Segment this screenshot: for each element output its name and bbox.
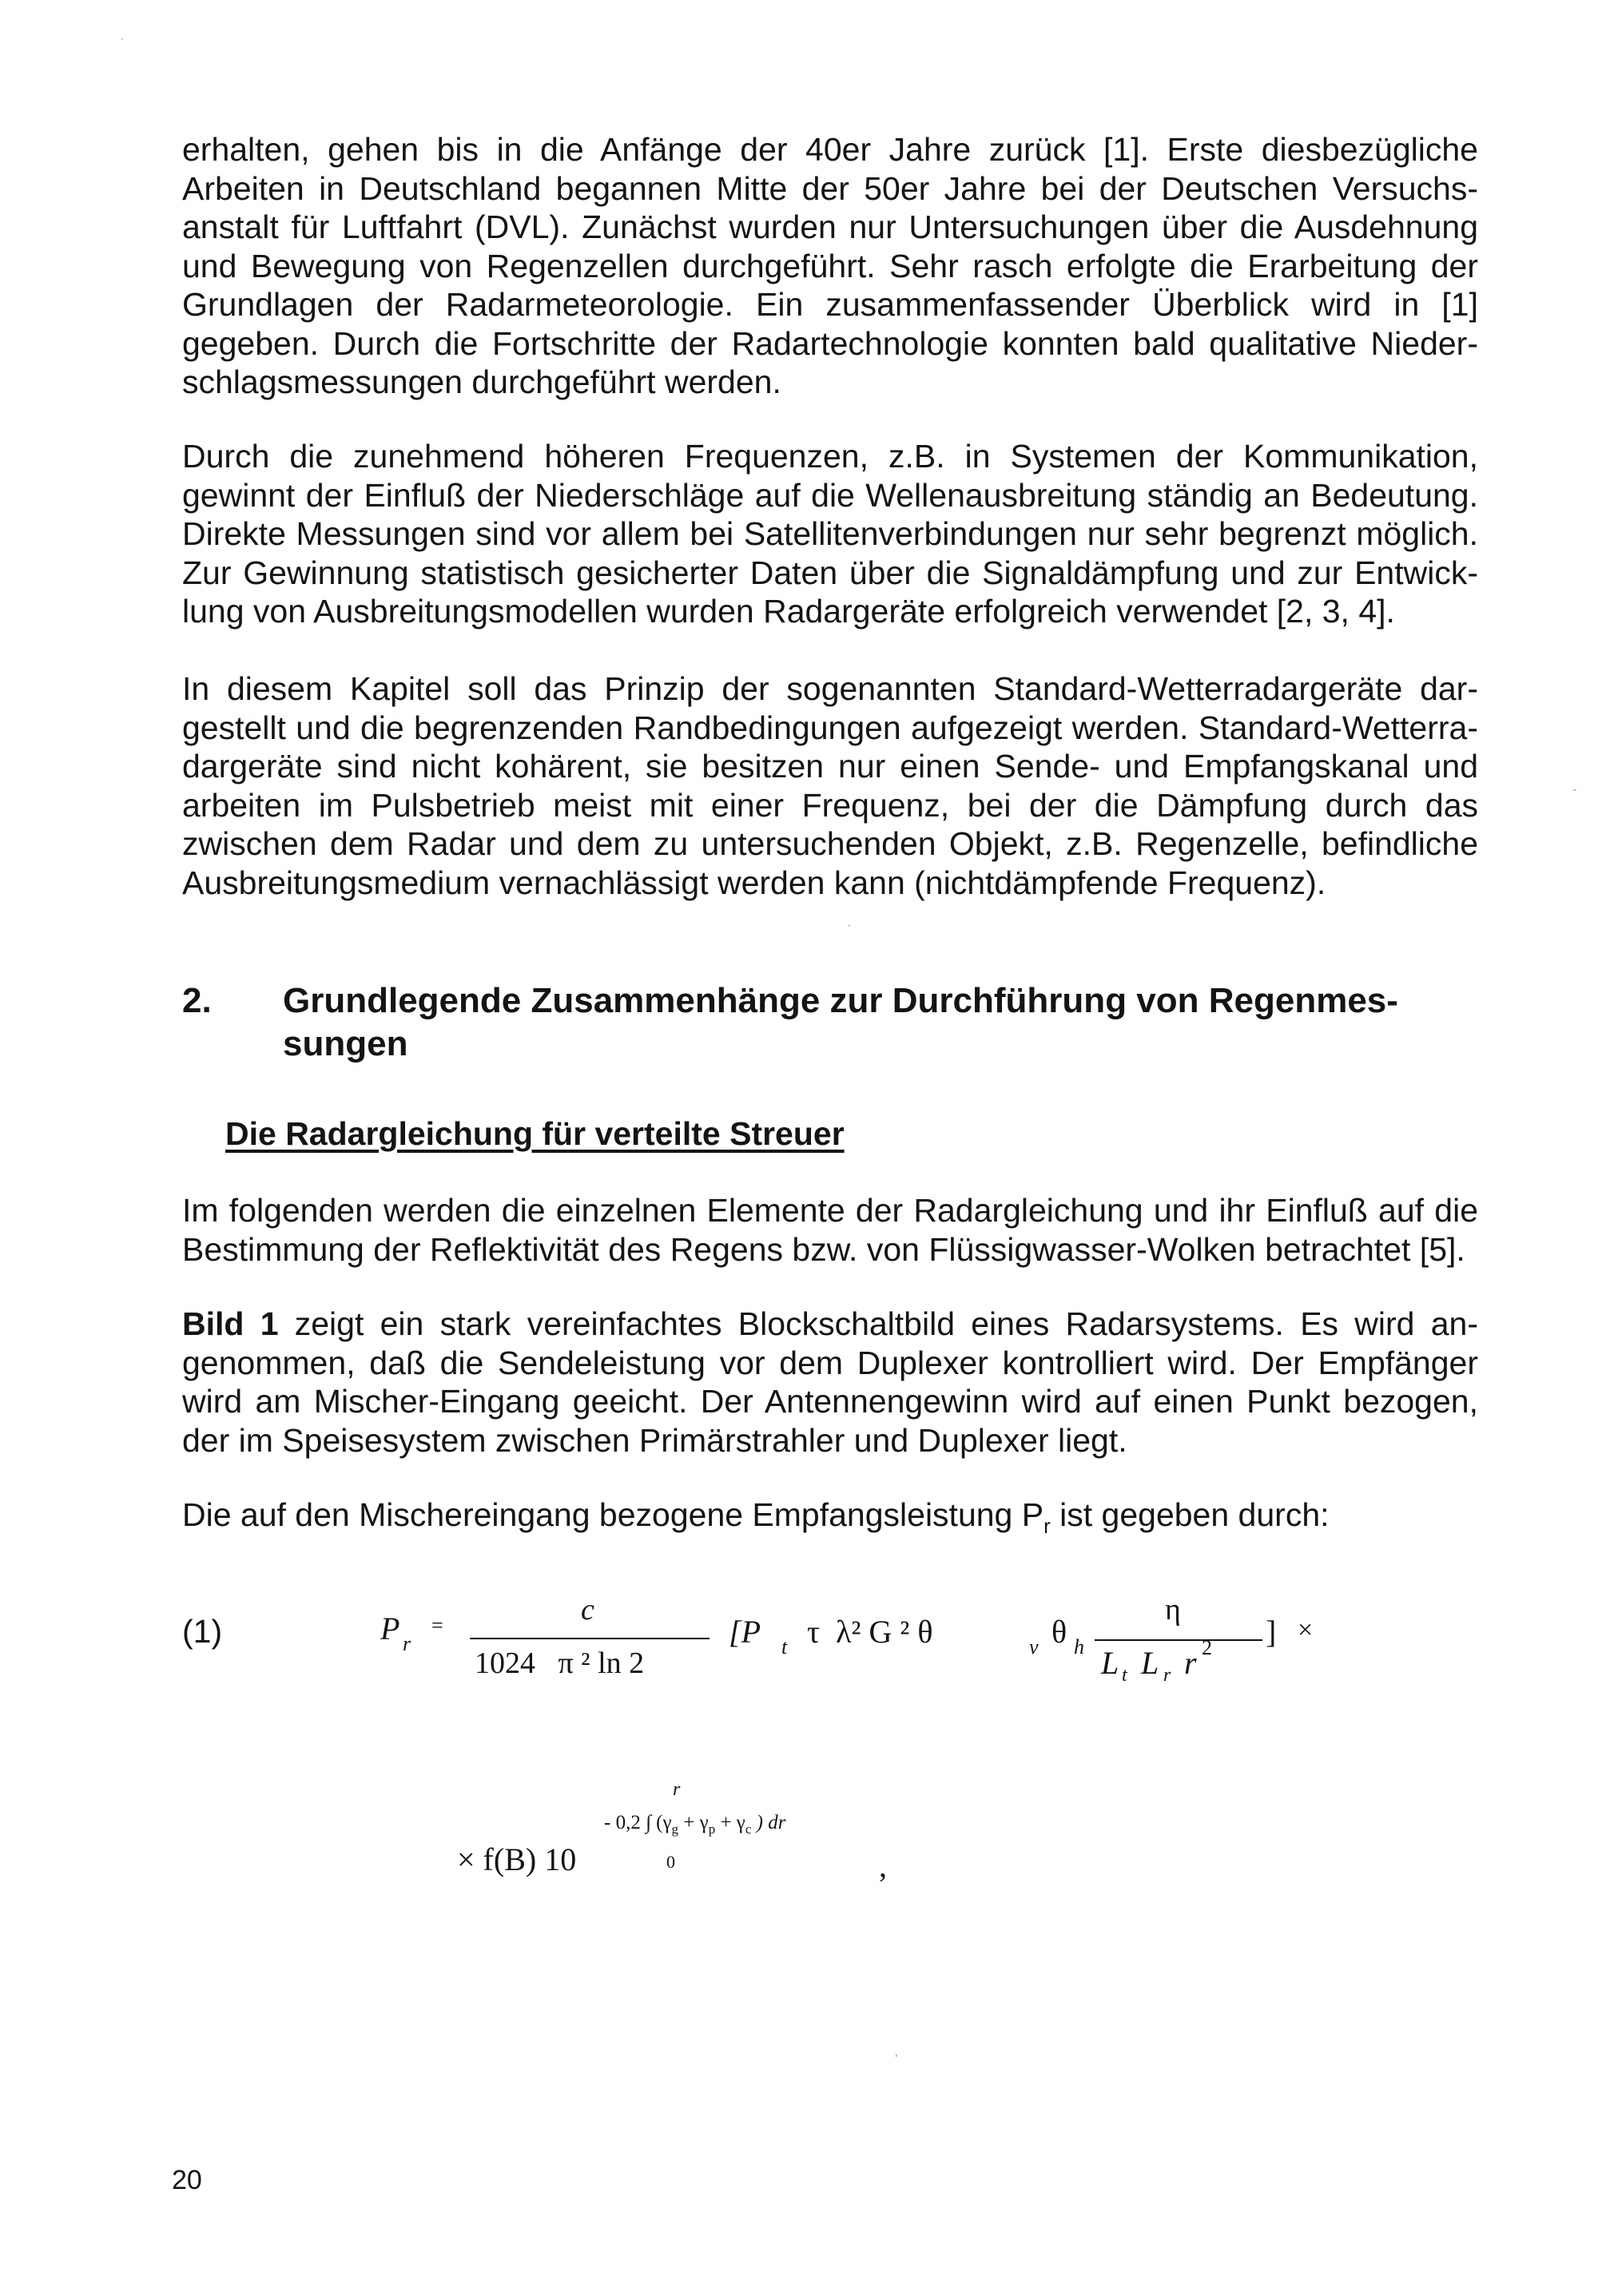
text-line — [182, 1305, 1478, 1344]
eq-frac2-bar — [1095, 1639, 1262, 1641]
text-line: Bestimmung der Reflektivität des Regens bzw. von Flüssigwasser-Wolken betrachtet [5]. — [182, 1230, 1465, 1268]
text-line: der im Speisesystem zwischen Primärstrahler und Duplexer liegt. — [182, 1421, 1127, 1459]
subheading-radar-equation: Die Radargleichung für verteilte Streuer — [225, 1115, 845, 1152]
text-line: wird am Mischer-Eingang geeicht. Der Antennengewinn wird auf einen Punkt bezogen, — [182, 1383, 1478, 1420]
eq-frac1-numerator: c — [581, 1593, 594, 1627]
eq-frac1-bar — [470, 1638, 710, 1639]
text-line: schlagsmessungen durchgeführt werden. — [182, 363, 781, 400]
section-title — [283, 979, 1465, 1066]
eq-exp-sub-g: g — [671, 1821, 679, 1837]
scan-speck: ‚ — [895, 2045, 898, 2059]
text-fragment: ist gegeben durch: — [1050, 1496, 1330, 1533]
section-number: 2. — [182, 981, 212, 1020]
eq-exp-fragment: ) dr — [756, 1812, 786, 1833]
scan-speck: ‐ — [1572, 783, 1577, 796]
text-line: Durch die zunehmend höheren Frequenzen, z.B. in Systemen der Kommunikation, — [182, 438, 1478, 475]
eq-exp-sub-c: c — [745, 1821, 752, 1837]
text-line: erhalten, gehen bis in die Anfänge der 40er Jahre zurück [1]. Erste diesbezügliche — [182, 131, 1478, 168]
paragraph-history — [182, 130, 1478, 402]
eq-lhs: P — [380, 1611, 400, 1647]
eq-theta-h: θ — [1051, 1614, 1067, 1650]
text-line: Im folgenden werden die einzelnen Elemente der Radargleichung und ihr Einfluß auf die — [182, 1192, 1478, 1229]
text-fragment: Die auf den Mischereingang bezogene Empfangsleistung P — [182, 1496, 1044, 1533]
text-line: gewinnt der Einfluß der Niederschläge auf die Wellenausbreitung ständig an Bedeutung. — [182, 476, 1478, 514]
paragraph-block-diagram — [182, 1305, 1478, 1460]
text-line: Arbeiten in Deutschland begannen Mitte der 50er Jahre bei der Deutschen Versuchs- — [182, 169, 1478, 207]
paragraph-chapter-intro — [182, 669, 1478, 902]
scan-speck: · — [847, 919, 852, 932]
paragraph-frequencies — [182, 437, 1478, 631]
eq-frac1-denominator: 1024 π ² ln 2 — [475, 1647, 645, 1680]
eq-bracket-close: ] — [1266, 1614, 1277, 1650]
text-line: lung von Ausbreitungsmodellen wurden Radargeräte erfolgreich verwendet [2, 3, 4]. — [182, 593, 1395, 630]
eq-line2-factor: × f(B) 10 — [457, 1841, 577, 1877]
eq-frac2-sub-r: r — [1163, 1665, 1171, 1686]
subscript: r — [1043, 1514, 1051, 1539]
eq-frac2-exponent: 2 — [1202, 1636, 1212, 1659]
text-line: gegeben. Durch die Fortschritte der Radartechnologie konnten bald qualitative Nieder- — [182, 324, 1478, 362]
eq-sub-h: h — [1074, 1635, 1084, 1658]
paragraph-elements — [182, 1191, 1478, 1269]
eq-comma: , — [879, 1848, 887, 1884]
text-line: dargeräte sind nicht kohärent, sie besitzen nur einen Sende- und Empfangskanal und — [182, 748, 1478, 785]
eq-exp-sub-p: p — [708, 1821, 716, 1837]
section-title-line: sungen — [283, 1024, 408, 1063]
text-line: arbeiten im Pulsbetrieb meist mit einer Frequenz, bei der die Dämpfung durch das — [182, 786, 1478, 824]
text-fragment: zeigt ein stark vereinfachtes Blockschaltbild eines Radarsystems. Es wird an- — [278, 1305, 1478, 1342]
text-line: zwischen dem Radar und dem zu untersuchenden Objekt, z.B. Regenzelle, befindliche — [182, 825, 1478, 862]
text-line: und Bewegung von Regenzellen durchgeführt. Sehr rasch erfolgte die Erarbeitung der — [182, 247, 1478, 284]
text-line: gestellt und die begrenzenden Randbedingungen aufgezeigt werden. Standard-Wetterra- — [182, 709, 1478, 746]
text-line: In diesem Kapitel soll das Prinzip der sogenannten Standard-Wetterradargeräte dar- — [182, 670, 1478, 707]
text-line: Ausbreitungsmedium vernachlässigt werden kann (nichtdämpfende Frequenz). — [182, 864, 1326, 901]
eq-exp-upper-limit: r — [673, 1779, 681, 1800]
eq-exp-fragment: + γ — [683, 1812, 709, 1833]
text-line: anstalt für Luftfahrt (DVL). Zunächst wurden nur Untersuchungen über die Ausdehnung — [182, 209, 1478, 245]
eq-frac2-numerator: η — [1165, 1593, 1181, 1627]
eq-frac2-L1: L — [1101, 1645, 1119, 1681]
eq-frac2-r: r — [1184, 1645, 1197, 1681]
text-line: Direkte Messungen sind vor allem bei Satellitenverbindungen nur sehr begrenzt möglich. — [182, 515, 1478, 552]
scan-speck: · — [120, 32, 125, 46]
figure-reference: Bild 1 — [182, 1305, 279, 1342]
section-title-line: Grundlegende Zusammenhänge zur Durchführung von Regenmes- — [283, 981, 1398, 1020]
eq-bracket-terms: τ λ² G ² θ — [807, 1614, 933, 1650]
eq-times: × — [1298, 1615, 1314, 1645]
text-line: genommen, daß die Sendeleistung vor dem Duplexer kontrolliert wird. Der Empfänger — [182, 1344, 1478, 1381]
text-line: Zur Gewinnung statistisch gesicherter Daten über die Signaldämpfung und zur Entwick- — [182, 554, 1478, 591]
eq-equals: = — [431, 1614, 443, 1637]
eq-lhs-sub: r — [403, 1632, 411, 1655]
paragraph-received-power — [182, 1496, 1478, 1546]
equation-label: (1) — [182, 1613, 223, 1650]
eq-frac2-L2: L — [1141, 1645, 1159, 1681]
text-line — [182, 1496, 1478, 1546]
eq-exp-body — [604, 1812, 785, 1837]
eq-sub-v: v — [1029, 1635, 1039, 1658]
eq-exp-lower-limit: 0 — [666, 1852, 675, 1872]
eq-exp-fragment: + γ — [720, 1812, 745, 1833]
eq-frac2-sub-t: t — [1122, 1665, 1127, 1686]
page-number: 20 — [172, 2165, 202, 2195]
eq-bracket-open: [P — [729, 1614, 761, 1650]
eq-exp-fragment: - 0,2 ∫ (γ — [604, 1812, 672, 1833]
eq-sub-t: t — [781, 1635, 788, 1658]
text-line: Grundlagen der Radarmeteorologie. Ein zusammenfassender Überblick wird in [1] — [182, 286, 1478, 323]
